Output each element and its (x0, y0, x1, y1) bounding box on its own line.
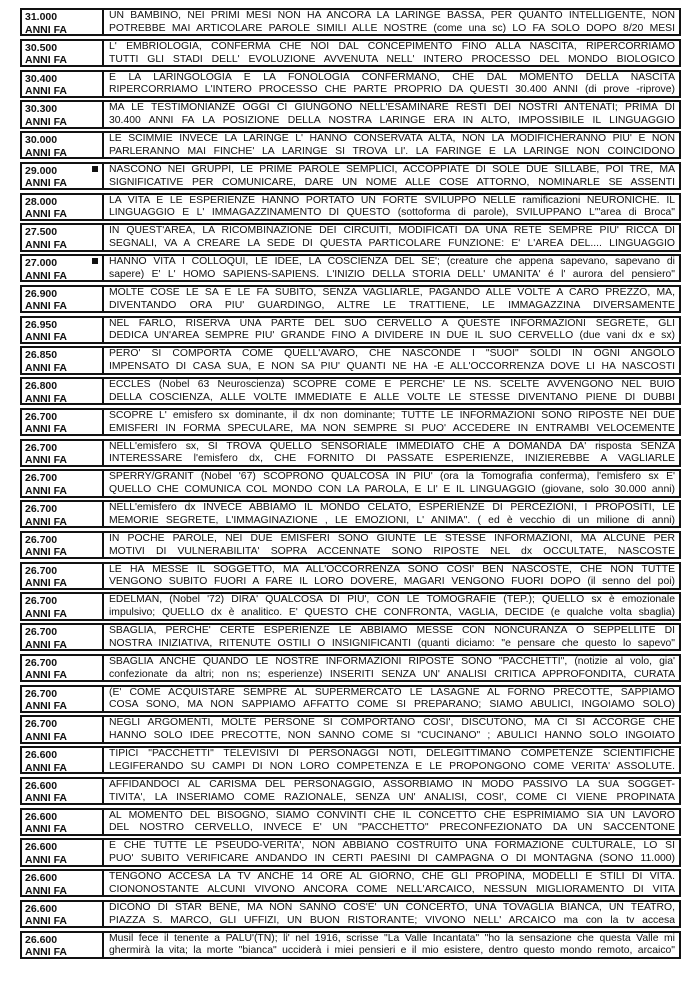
row-text (104, 871, 679, 895)
year-label: 26.700 (25, 626, 58, 638)
anni-fa-label: ANNI FA (25, 730, 67, 743)
text-line-2: LINGUAGGIO E L' IMMAGAZZINAMENTO DI QUESTO (sottoforma di parole), SVILUPPANO L'"area di Broca" (109, 207, 675, 219)
anni-fa-label: ANNI FA (25, 54, 67, 67)
text-line-1: SBAGLIA, PERCHE' CERTE ESPERIENZE LE ABBIAMO MESSE CON NONCURANZA O SEPPELLITE DI (109, 625, 675, 636)
text-line-1: E CHE TUTTE LE PSEUDO-VERITA', NON ABBIANO COSTRUITO UNA FORMAZIONE CULTURALE, LO SI (109, 840, 675, 852)
text-line-2: EMISFERI IN FORMA SPECULARE, MA NON SEMPRE SI PUO' ACCEDERE IN ENTRAMBI VELOCEMENTE (109, 422, 675, 434)
text-line-1: MOLTE COSE LE SA E LE FA SUBITO, SENZA VAGLIARLE, PAGANDO ALLE VOLTE A CARO PREZZO, MA, (109, 286, 675, 298)
table-row (20, 808, 681, 836)
table-row (20, 931, 681, 959)
row-text (104, 717, 679, 741)
table-row (20, 70, 681, 98)
year-label: 30.300 (25, 103, 58, 116)
square-bullet-icon (92, 166, 98, 172)
text-line-2: RIPERCORRIAMO L'INTERO PROCESSO CHE PARTE PROPRIO DA QUESTI 30.400 ANNI (di prove -riprove) (109, 84, 675, 96)
date-cell (22, 779, 104, 803)
table-row (20, 592, 681, 620)
row-text (104, 656, 679, 680)
row-text (104, 933, 679, 957)
table-row (20, 469, 681, 497)
text-line-1: TIPICI "PACCHETTI" TELEVISIVI DI PERSONAGGI NOTI, DELEGITTIMANO COMPETENZE SCIENTIFICHE (109, 748, 675, 759)
table-row (20, 285, 681, 313)
row-text (104, 471, 679, 495)
table-row (20, 838, 681, 866)
text-line-1: LE HA MESSE IL SOGGETTO, MA ALL'OCCORRENZA SONO COSI' BEN NASCOSTE, CHE NON TUTTE (109, 563, 675, 575)
table-row (20, 531, 681, 559)
anni-fa-label: ANNI FA (25, 638, 67, 651)
text-line-1: L' EMBRIOLOGIA, CONFERMA CHE NOI DAL CONCEPIMENTO FINO ALLA NASCITA, RIPERCORRIAMO (109, 40, 675, 52)
year-label: 26.950 (25, 318, 58, 331)
text-line-2: TIVITA', LA INSERIAMO COME RAZIONALE, SENZA UN' ANALISI, COSI', COME CI VIENE PROPINATA (109, 791, 675, 803)
date-cell (22, 502, 104, 526)
row-text (104, 410, 679, 434)
year-label: 26.700 (25, 503, 58, 515)
text-line-1: HANNO VITA I COLLOQUI, LE IDEE, LA COSCIENZA DEL SE'; (creature che appena sapevano, sapevano di (109, 256, 675, 267)
row-text (104, 779, 679, 803)
table-row (20, 223, 681, 251)
anni-fa-label: ANNI FA (25, 700, 67, 712)
date-cell (22, 810, 104, 834)
text-line-2: DEDICA UN'AREA SEMPRE PIU' GRANDE FINO A DIVIDERE IN DUE IL SUO CERVELLO (due vani dx e sx) (109, 330, 675, 342)
row-text (104, 102, 679, 126)
date-cell (22, 41, 104, 65)
table-row (20, 316, 681, 344)
year-label: 27.500 (25, 226, 58, 239)
date-cell (22, 471, 104, 495)
text-line-2: PARLERANNO MAI FINCHE' LA LARINGE SI TROVA LI'. LA FARINGE E LA LARINGE NON COINCIDONO (109, 145, 675, 157)
year-label: 26.700 (25, 533, 58, 546)
row-text (104, 225, 679, 249)
table-row (20, 623, 681, 651)
text-line-2: QUELLO CHE COMUNICA COL MONDO CON LA PAROLA, E LI' E IL LINGUAGGIO (giovane, solo 30.000 anni) (109, 484, 675, 496)
year-label: 28.000 (25, 195, 58, 208)
text-line-1: IN POCHE PAROLE, NEI DUE EMISFERI SONO GIUNTE LE STESSE INFORMAZIONI, MA ALCUNE PER (109, 532, 675, 544)
date-cell (22, 10, 104, 34)
text-line-1: EDELMAN, (Nobel '72) DIRA' QUALCOSA DI PIU', CON LE TOMOGRAFIE (TEP.); QUELLO sx è emozionale (109, 594, 675, 606)
row-text (104, 318, 679, 342)
row-text (104, 379, 679, 403)
date-cell (22, 195, 104, 219)
anni-fa-label: ANNI FA (25, 85, 67, 97)
year-label: 26.700 (25, 472, 58, 485)
text-line-1: (E' COME ACQUISTARE SEMPRE AL SUPERMERCATO LE LASAGNE AL FORNO PRECOTTE, SAPPIAMO (109, 686, 675, 698)
table-row (20, 8, 681, 36)
row-text (104, 533, 679, 557)
table-row (20, 377, 681, 405)
text-line-2: MEMORIE SEGRETE, L'IMMAGINAZIONE , LE EMOZIONI, L' ANIMA". ( ed è vecchio di un milione di anni) (109, 514, 675, 526)
text-line-1: SCOPRE L' emisfero sx dominante, il dx non dominante; TUTTE LE INFORMAZIONI SONO RIPOSTE NEI DUE (109, 409, 675, 421)
text-line-1: IN QUEST'AREA, LA RICOMBINAZIONE DEI CIRCUITI, MODIFICATI DA UNA RETE SEMPRE PIU' RICCA DI (109, 225, 675, 237)
text-line-2: DELLA COSCIENZA, ALLE VOLTE IMMEDIATE E ALLE VOLTE LE STESSE DIVENTANO PIENE DI DUBBI (109, 391, 675, 403)
row-text (104, 133, 679, 157)
text-line-2: PUO' SUBITO VERIFICARE ANDANDO IN CERTI PAESINI DI CAMPAGNA O DI MONTAGNA (SONO 11.000) (109, 853, 675, 865)
date-cell (22, 625, 104, 649)
text-line-2: sapere) E' L' HOMO SAPIENS-SAPIENS. L'INIZIO DELLA STORIA DELL' UMANITA' é l' aurora del pensiero" (109, 268, 675, 280)
date-cell (22, 164, 104, 188)
date-cell (22, 687, 104, 711)
table-row (20, 346, 681, 374)
text-line-1: DICONO DI STAR BENE, MA NON SANNO COS'E' UN CONCERTO, UNA TOVAGLIA BIANCA, UN TEATRO, (109, 901, 675, 913)
row-text (104, 441, 679, 465)
row-text (104, 902, 679, 926)
anni-fa-label: ANNI FA (25, 423, 67, 436)
anni-fa-label: ANNI FA (25, 300, 67, 313)
date-cell (22, 410, 104, 434)
date-cell (22, 72, 104, 96)
text-line-2: SIGNIFICATIVE PER COMUNICARE, DARE UN NOME ALLE COSE ATTORNO, NOMINARLE SE ASSENTI (109, 176, 675, 188)
anni-fa-label: ANNI FA (25, 238, 67, 251)
anni-fa-label: ANNI FA (25, 454, 67, 466)
text-line-1: E LA LARINGOLOGIA E LA FONOLOGIA CONFERMANO, CHE DAL MOMENTO DELLA NASCITA (109, 71, 675, 83)
timeline-table (20, 8, 681, 961)
year-label: 26.700 (25, 410, 58, 423)
year-label: 26.700 (25, 441, 58, 454)
text-line-1: AL MOMENTO DEL BISOGNO, SIAMO CONVINTI CHE IL CONCETTO CHE ESPRIMIAMO SIA UN LAVORO (109, 809, 675, 821)
anni-fa-label: ANNI FA (25, 823, 67, 835)
year-label: 26.600 (25, 841, 58, 854)
year-label: 31.000 (25, 11, 58, 23)
row-text (104, 687, 679, 711)
text-line-2: TUTTI GLI STADI DELL' EVOLUZIONE AVVENUTA NELL' INTERO PROCESSO DEL MONDO BIOLOGICO (109, 53, 675, 65)
row-text (104, 195, 679, 219)
text-line-1: UN BAMBINO, NEI PRIMI MESI NON HA ANCORA LA LARINGE BASSA, PER QUANTO INTELLIGENTE, NON (109, 10, 675, 21)
table-row (20, 654, 681, 682)
text-line-1: NELL'emisfero dx INVECE ABBIAMO IL MONDO CELATO, ESPERIENZE DI PERCEZIONI, I PROPOSITI, LE (109, 502, 675, 513)
text-line-1: TENGONO ACCESA LA TV ANCHE 14 ORE AL GIORNO, CHE GLI PROPINA, MODELLI E STILI DI VITA. (109, 871, 675, 882)
table-row (20, 439, 681, 467)
anni-fa-label: ANNI FA (25, 361, 67, 374)
text-line-2: 30.400 ANNI FA LA POSIZIONE DELLA NOSTRA LARINGE ERA IN ALTO, IMPOSSIBILE IL LINGUAGGIO (109, 115, 675, 127)
row-text (104, 502, 679, 526)
text-line-1: SBAGLIA ANCHE QUANDO LE NOSTRE INFORMAZIONI RIPOSTE SONO "PACCHETTI", (notizie al volo, gia' (109, 655, 675, 667)
year-label: 26.700 (25, 656, 58, 669)
row-text (104, 748, 679, 772)
date-cell (22, 871, 104, 895)
text-line-2: NOSTRA INIZIATIVA, RITENUTE OSTILI O INSIGNIFICANTI (quanti diciamo: "e pensare che questo lo sapevo" (109, 637, 675, 649)
row-text (104, 840, 679, 864)
text-line-1: PERO' SI COMPORTA COME QUELL'AVARO, CHE NASCONDE I "SUOI" SOLDI IN OGNI ANGOLO (109, 348, 675, 360)
text-line-2: POTREBBE MAI ARTICOLARE PAROLE SIMILI ALLE NOSTRE (come una sc) LO FA SOLO DOPO 8/20 MESI (109, 22, 675, 34)
text-line-1: NEL FARLO, RISERVA UNA PARTE DEL SUO CERVELLO A QUESTE INFORMAZIONI SEGRETE, GLI (109, 317, 675, 329)
anni-fa-label: ANNI FA (25, 484, 67, 497)
text-line-1: ECCLES (Nobel 63 Neuroscienza) SCOPRE COME E PERCHE' LE NS. SCELTE AVVENGONO NEL BUIO (109, 379, 675, 390)
year-label: 27.000 (25, 257, 58, 269)
text-line-1: Musil fece il tenente a PALU'(TN); li' nel 1916, scrisse "La Valle Incantata" "ho la sensazione che questa Valle mi (109, 932, 675, 944)
table-row (20, 869, 681, 897)
anni-fa-label: ANNI FA (25, 577, 67, 589)
table-row (20, 500, 681, 528)
date-cell (22, 594, 104, 618)
row-text (104, 256, 679, 280)
row-text (104, 625, 679, 649)
date-cell (22, 348, 104, 372)
text-line-2: COSA SONO, MA NON SAPPIAMO AFFATTO COME SI PREPARANO; SIAMO ABULICI, INGOIAMO SOLO) (109, 699, 675, 711)
date-cell (22, 902, 104, 926)
text-line-2: CIONONOSTANTE ALCUNI VIVONO ANCORA COME NELL'ARCAICO, NESSUN MIGLIORAMENTO DI VITA (109, 883, 675, 895)
anni-fa-label: ANNI FA (25, 177, 67, 190)
table-row (20, 777, 681, 805)
text-line-1: NEGLI ARGOMENTI, MOLTE PERSONE SI COMPORTANO COSI', DISCUTONO, MA CI SI ACCORGE CHE (109, 717, 675, 729)
text-line-2: DIVENTANDO ORA PIU' GUARDINGO, ALTRE LE TRATTIENE, LE IMMAGAZZINA DIVERSAMENTE (109, 299, 675, 311)
date-cell (22, 656, 104, 680)
table-row (20, 100, 681, 128)
row-text (104, 594, 679, 618)
text-line-2: MOTIVI DI VULNERABILITA' SOPRA ACCENNATE SONO RIPOSTE NEL dx OCCULTATE, NASCOSTE (109, 545, 675, 557)
year-label: 26.900 (25, 287, 58, 300)
text-line-2: PIAZZA S. MARCO, GLI UFFIZI, UN BUON RISTORANTE; VIVONO NELL' ARCAICO ma con la tv accesa (109, 914, 675, 926)
row-text (104, 810, 679, 834)
date-cell (22, 533, 104, 557)
year-label: 26.600 (25, 902, 58, 915)
table-row (20, 162, 681, 190)
year-label: 30.000 (25, 134, 58, 146)
anni-fa-label: ANNI FA (25, 792, 67, 805)
text-line-2: confezionate da altri; non ns; esperienze) INSERITI SENZA UN' ANALISI CRITICA APPROFONDITA, CURATA (109, 668, 675, 680)
text-line-2: SEGNALI, VA A CREARE LA SEDE DI QUESTA PARTICOLARE FUNZIONE: E' L'AREA DEL.... LINGUAGGIO (109, 238, 675, 250)
table-row (20, 715, 681, 743)
table-row (20, 685, 681, 713)
year-label: 26.700 (25, 687, 58, 700)
table-row (20, 746, 681, 774)
date-cell (22, 717, 104, 741)
row-text (104, 72, 679, 96)
table-row (20, 39, 681, 67)
year-label: 26.600 (25, 933, 58, 946)
text-line-1: SPERRY/GRANIT (Nobel '67) SCOPRONO QUALCOSA IN PIU' (ora la Tomografia conferma), l'emisfero sx E' (109, 471, 675, 483)
date-cell (22, 287, 104, 311)
text-line-2: ghermirà la vita; la morte "bianca" ucciderà i miei pensieri e il mio esistere, dentro questo mondo remoto, arcaico" (109, 945, 675, 957)
square-bullet-icon (92, 258, 98, 264)
anni-fa-label: ANNI FA (25, 515, 67, 528)
row-text (104, 348, 679, 372)
year-label: 26.800 (25, 380, 58, 392)
year-label: 26.600 (25, 810, 58, 823)
anni-fa-label: ANNI FA (25, 115, 67, 128)
anni-fa-label: ANNI FA (25, 331, 67, 343)
year-label: 30.400 (25, 72, 58, 85)
date-cell (22, 840, 104, 864)
text-line-1: NASCONO NEI GRUPPI, LE PRIME PAROLE SEMPLICI, ACCOPPIATE DI SOLE DUE SILLABE, POI TRE, MA (109, 163, 675, 175)
year-label: 26.600 (25, 872, 58, 884)
text-line-2: LEGIFERANDO SU CAMPI DI NON LORO COMPETENZA E LE PROPONGONO COME VERITA' ASSOLUTE. (109, 760, 675, 772)
row-text (104, 564, 679, 588)
date-cell (22, 748, 104, 772)
year-label: 26.600 (25, 749, 58, 761)
table-row (20, 131, 681, 159)
text-line-2: DEL NOSTRO CERVELLO, INVECE E' UN "PACCHETTO" PRECONFEZIONATO DA UN SACCENTONE (109, 822, 675, 834)
text-line-1: LE SCIMMIE INVECE LA LARINGE L' HANNO CONSERVATA ALTA, NON LA MODIFICHERANNO PIU' E NON (109, 133, 675, 144)
text-line-2: HANNO SOLO IDEE PRECOTTE, NON SANNO COME SI "CUCINANO" ; ABULICI HANNO SOLO INGOIATO (109, 730, 675, 742)
anni-fa-label: ANNI FA (25, 884, 67, 897)
text-line-1: NELL'emisfero sx, SI TROVA QUELLO SENSORIALE IMMEDIATO CHE A DOMANDA DA' risposta SENZA (109, 440, 675, 452)
date-cell (22, 564, 104, 588)
text-line-1: MA LE TESTIMONIANZE OGGI CI GIUNGONO NELL'ESAMINARE RESTI DEI NOSTRI ANTENATI; PRIMA DI (109, 102, 675, 114)
text-line-2: INTERESSARE l'emisfero dx, CHE FORNITO DI PASSATE ESPERIENZE, INIZIEREBBE A VAGLIARLE (109, 453, 675, 465)
row-text (104, 41, 679, 65)
anni-fa-label: ANNI FA (25, 208, 67, 220)
anni-fa-label: ANNI FA (25, 23, 67, 36)
date-cell (22, 933, 104, 957)
date-cell (22, 256, 104, 280)
year-label: 26.600 (25, 779, 58, 792)
text-line-2: IMPENSATO DI CASA SUA, E NON SA PIU' QUANTI NE HA -E ALL'OCCORRENZA DOVE LI HA NASCOSTI (109, 361, 675, 373)
date-cell (22, 441, 104, 465)
text-line-2: VENGONO SUBITO FUORI A FARE IL LORO DOVERE, MAGARI VENGONO FUORI DOPO (il senno del poi) (109, 576, 675, 588)
anni-fa-label: ANNI FA (25, 946, 67, 958)
anni-fa-label: ANNI FA (25, 392, 67, 405)
date-cell (22, 225, 104, 249)
anni-fa-label: ANNI FA (25, 915, 67, 928)
text-line-2: impulsivo; QUELLO dx è analitico. E' QUESTO CHE CONFRONTA, VAGLIA, DECIDE (e qualche volta sbaglia) (109, 607, 675, 619)
anni-fa-label: ANNI FA (25, 269, 67, 282)
year-label: 26.700 (25, 595, 58, 608)
table-row (20, 254, 681, 282)
text-line-1: AFFIDANDOCI AL CARISMA DEL PERSONAGGIO, ASSORBIAMO IN MODO PASSIVO LA SUA SOGGET- (109, 778, 675, 790)
year-label: 30.500 (25, 41, 58, 54)
row-text (104, 164, 679, 188)
year-label: 29.000 (25, 164, 58, 177)
anni-fa-label: ANNI FA (25, 761, 67, 774)
year-label: 26.700 (25, 564, 58, 577)
date-cell (22, 379, 104, 403)
year-label: 26.850 (25, 349, 58, 362)
table-row (20, 900, 681, 928)
anni-fa-label: ANNI FA (25, 546, 67, 559)
date-cell (22, 133, 104, 157)
anni-fa-label: ANNI FA (25, 146, 67, 159)
text-line-1: LA VITA E LE ESPERIENZE HANNO PORTATO UN FORTE SVILUPPO NELLE ramificazioni NEURONICHE. IL (109, 194, 675, 206)
table-row (20, 408, 681, 436)
date-cell (22, 318, 104, 342)
row-text (104, 287, 679, 311)
anni-fa-label: ANNI FA (25, 669, 67, 682)
anni-fa-label: ANNI FA (25, 853, 67, 866)
year-label: 26.700 (25, 718, 58, 731)
row-text (104, 10, 679, 34)
table-row (20, 193, 681, 221)
anni-fa-label: ANNI FA (25, 607, 67, 620)
date-cell (22, 102, 104, 126)
table-row (20, 562, 681, 590)
